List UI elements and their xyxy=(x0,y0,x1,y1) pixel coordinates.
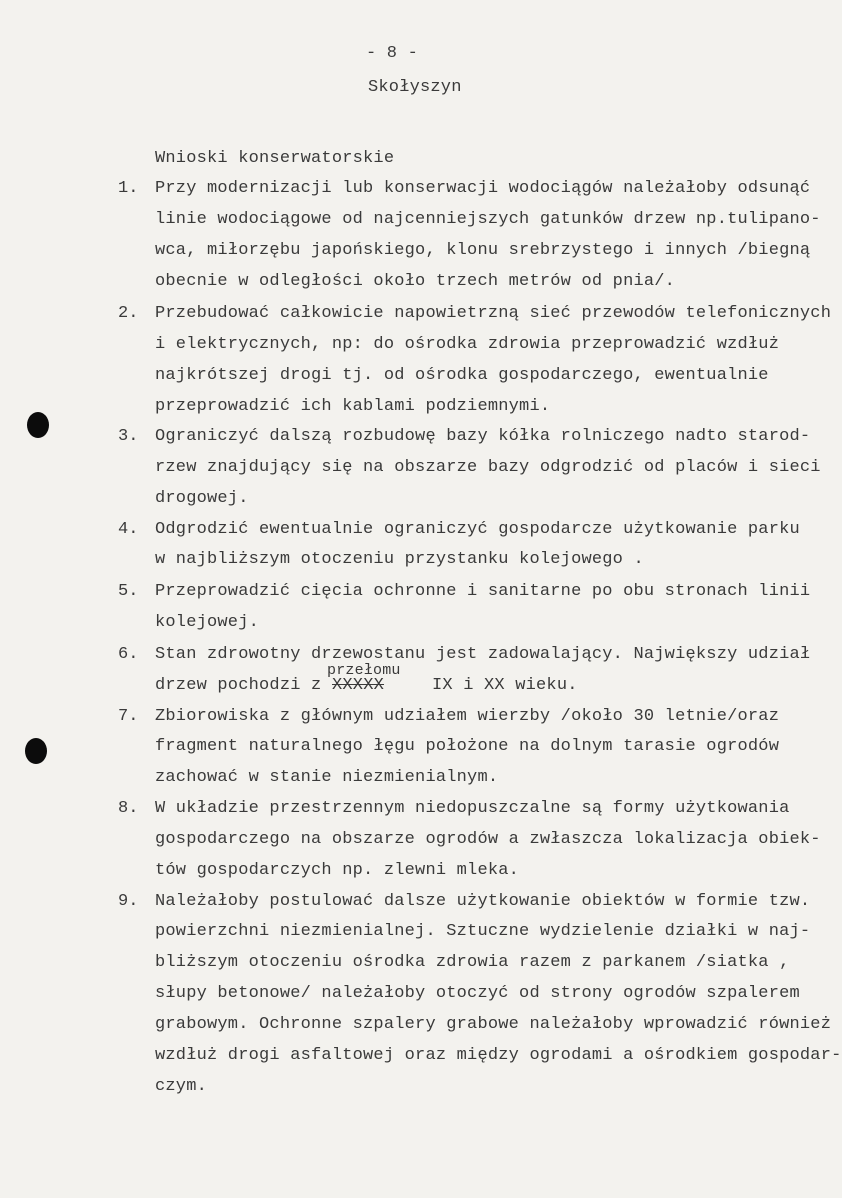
item-line: powierzchni niezmienialnej. Sztuczne wydzielenie działki w naj- xyxy=(155,922,811,941)
item-line: Przy modernizacji lub konserwacji wodociągów należałoby odsunąć xyxy=(155,179,811,198)
item-number: 2. xyxy=(118,304,139,323)
item-line: IX i XX wieku. xyxy=(432,676,578,695)
item-line: drogowej. xyxy=(155,489,249,508)
item-number: 3. xyxy=(118,427,139,446)
punch-hole xyxy=(25,738,47,764)
item-line: rzew znajdujący się na obszarze bazy odgrodzić od placów i sieci xyxy=(155,458,821,477)
item-line: kolejowej. xyxy=(155,613,260,632)
item-number: 9. xyxy=(118,892,139,911)
item-line: grabowym. Ochronne szpalery grabowe należałoby wprowadzić również xyxy=(155,1015,832,1034)
handwritten-insertion: przełomu xyxy=(327,662,401,679)
item-number: 6. xyxy=(118,645,139,664)
struck-out-word: XXXXX xyxy=(332,676,385,695)
item-line: Stan zdrowotny drzewostanu jest zadowalający. Największy udział xyxy=(155,645,811,664)
item-line: fragment naturalnego łęgu położone na dolnym tarasie ogrodów xyxy=(155,737,780,756)
item-number: 1. xyxy=(118,179,139,198)
item-number: 7. xyxy=(118,707,139,726)
item-line: zachować w stanie niezmienialnym. xyxy=(155,768,499,787)
item-line: słupy betonowe/ należałoby otoczyć od strony ogrodów szpalerem xyxy=(155,984,800,1003)
section-title: Wnioski konserwatorskie xyxy=(155,149,395,168)
item-line: Ograniczyć dalszą rozbudowę bazy kółka rolniczego nadto starod- xyxy=(155,427,811,446)
item-line: obecnie w odległości około trzech metrów od pnia/. xyxy=(155,272,676,291)
item-line: wzdłuż drogi asfaltowej oraz między ogrodami a ośrodkiem gospodar- xyxy=(155,1046,842,1065)
item-line: w najbliższym otoczeniu przystanku kolejowego . xyxy=(155,550,644,569)
item-number: 4. xyxy=(118,520,139,539)
item-line: drzew pochodzi z xyxy=(155,676,332,695)
item-line: W układzie przestrzennym niedopuszczalne są formy użytkowania xyxy=(155,799,790,818)
item-line: Należałoby postulować dalsze użytkowanie obiektów w formie tzw. xyxy=(155,892,811,911)
item-number: 5. xyxy=(118,582,139,601)
item-line: linie wodociągowe od najcenniejszych gatunków drzew np.tulipano- xyxy=(155,210,821,229)
item-line: wca, miłorzębu japońskiego, klonu srebrzystego i innych /biegną xyxy=(155,241,811,260)
item-line: przeprowadzić ich kablami podziemnymi. xyxy=(155,397,551,416)
item-line: Przeprowadzić cięcia ochronne i sanitarne po obu stronach linii xyxy=(155,582,811,601)
item-line: tów gospodarczych np. zlewni mleka. xyxy=(155,861,520,880)
item-number: 8. xyxy=(118,799,139,818)
item-line: Odgrodzić ewentualnie ograniczyć gospodarcze użytkowanie parku xyxy=(155,520,800,539)
item-line: najkrótszej drogi tj. od ośrodka gospodarczego, ewentualnie xyxy=(155,366,769,385)
page-number: - 8 - xyxy=(366,44,419,63)
item-line: czym. xyxy=(155,1077,208,1096)
item-line: i elektrycznych, np: do ośrodka zdrowia przeprowadzić wzdłuż xyxy=(155,335,780,354)
item-line: gospodarczego na obszarze ogrodów a zwłaszcza lokalizacja obiek- xyxy=(155,830,821,849)
punch-hole xyxy=(27,412,49,438)
item-line: bliższym otoczeniu ośrodka zdrowia razem z parkanem /siatka , xyxy=(155,953,790,972)
item-line: Zbiorowiska z głównym udziałem wierzby /około 30 letnie/oraz xyxy=(155,707,780,726)
header-name: Skołyszyn xyxy=(368,78,462,97)
item-line: Przebudować całkowicie napowietrzną sieć przewodów telefonicznych xyxy=(155,304,832,323)
